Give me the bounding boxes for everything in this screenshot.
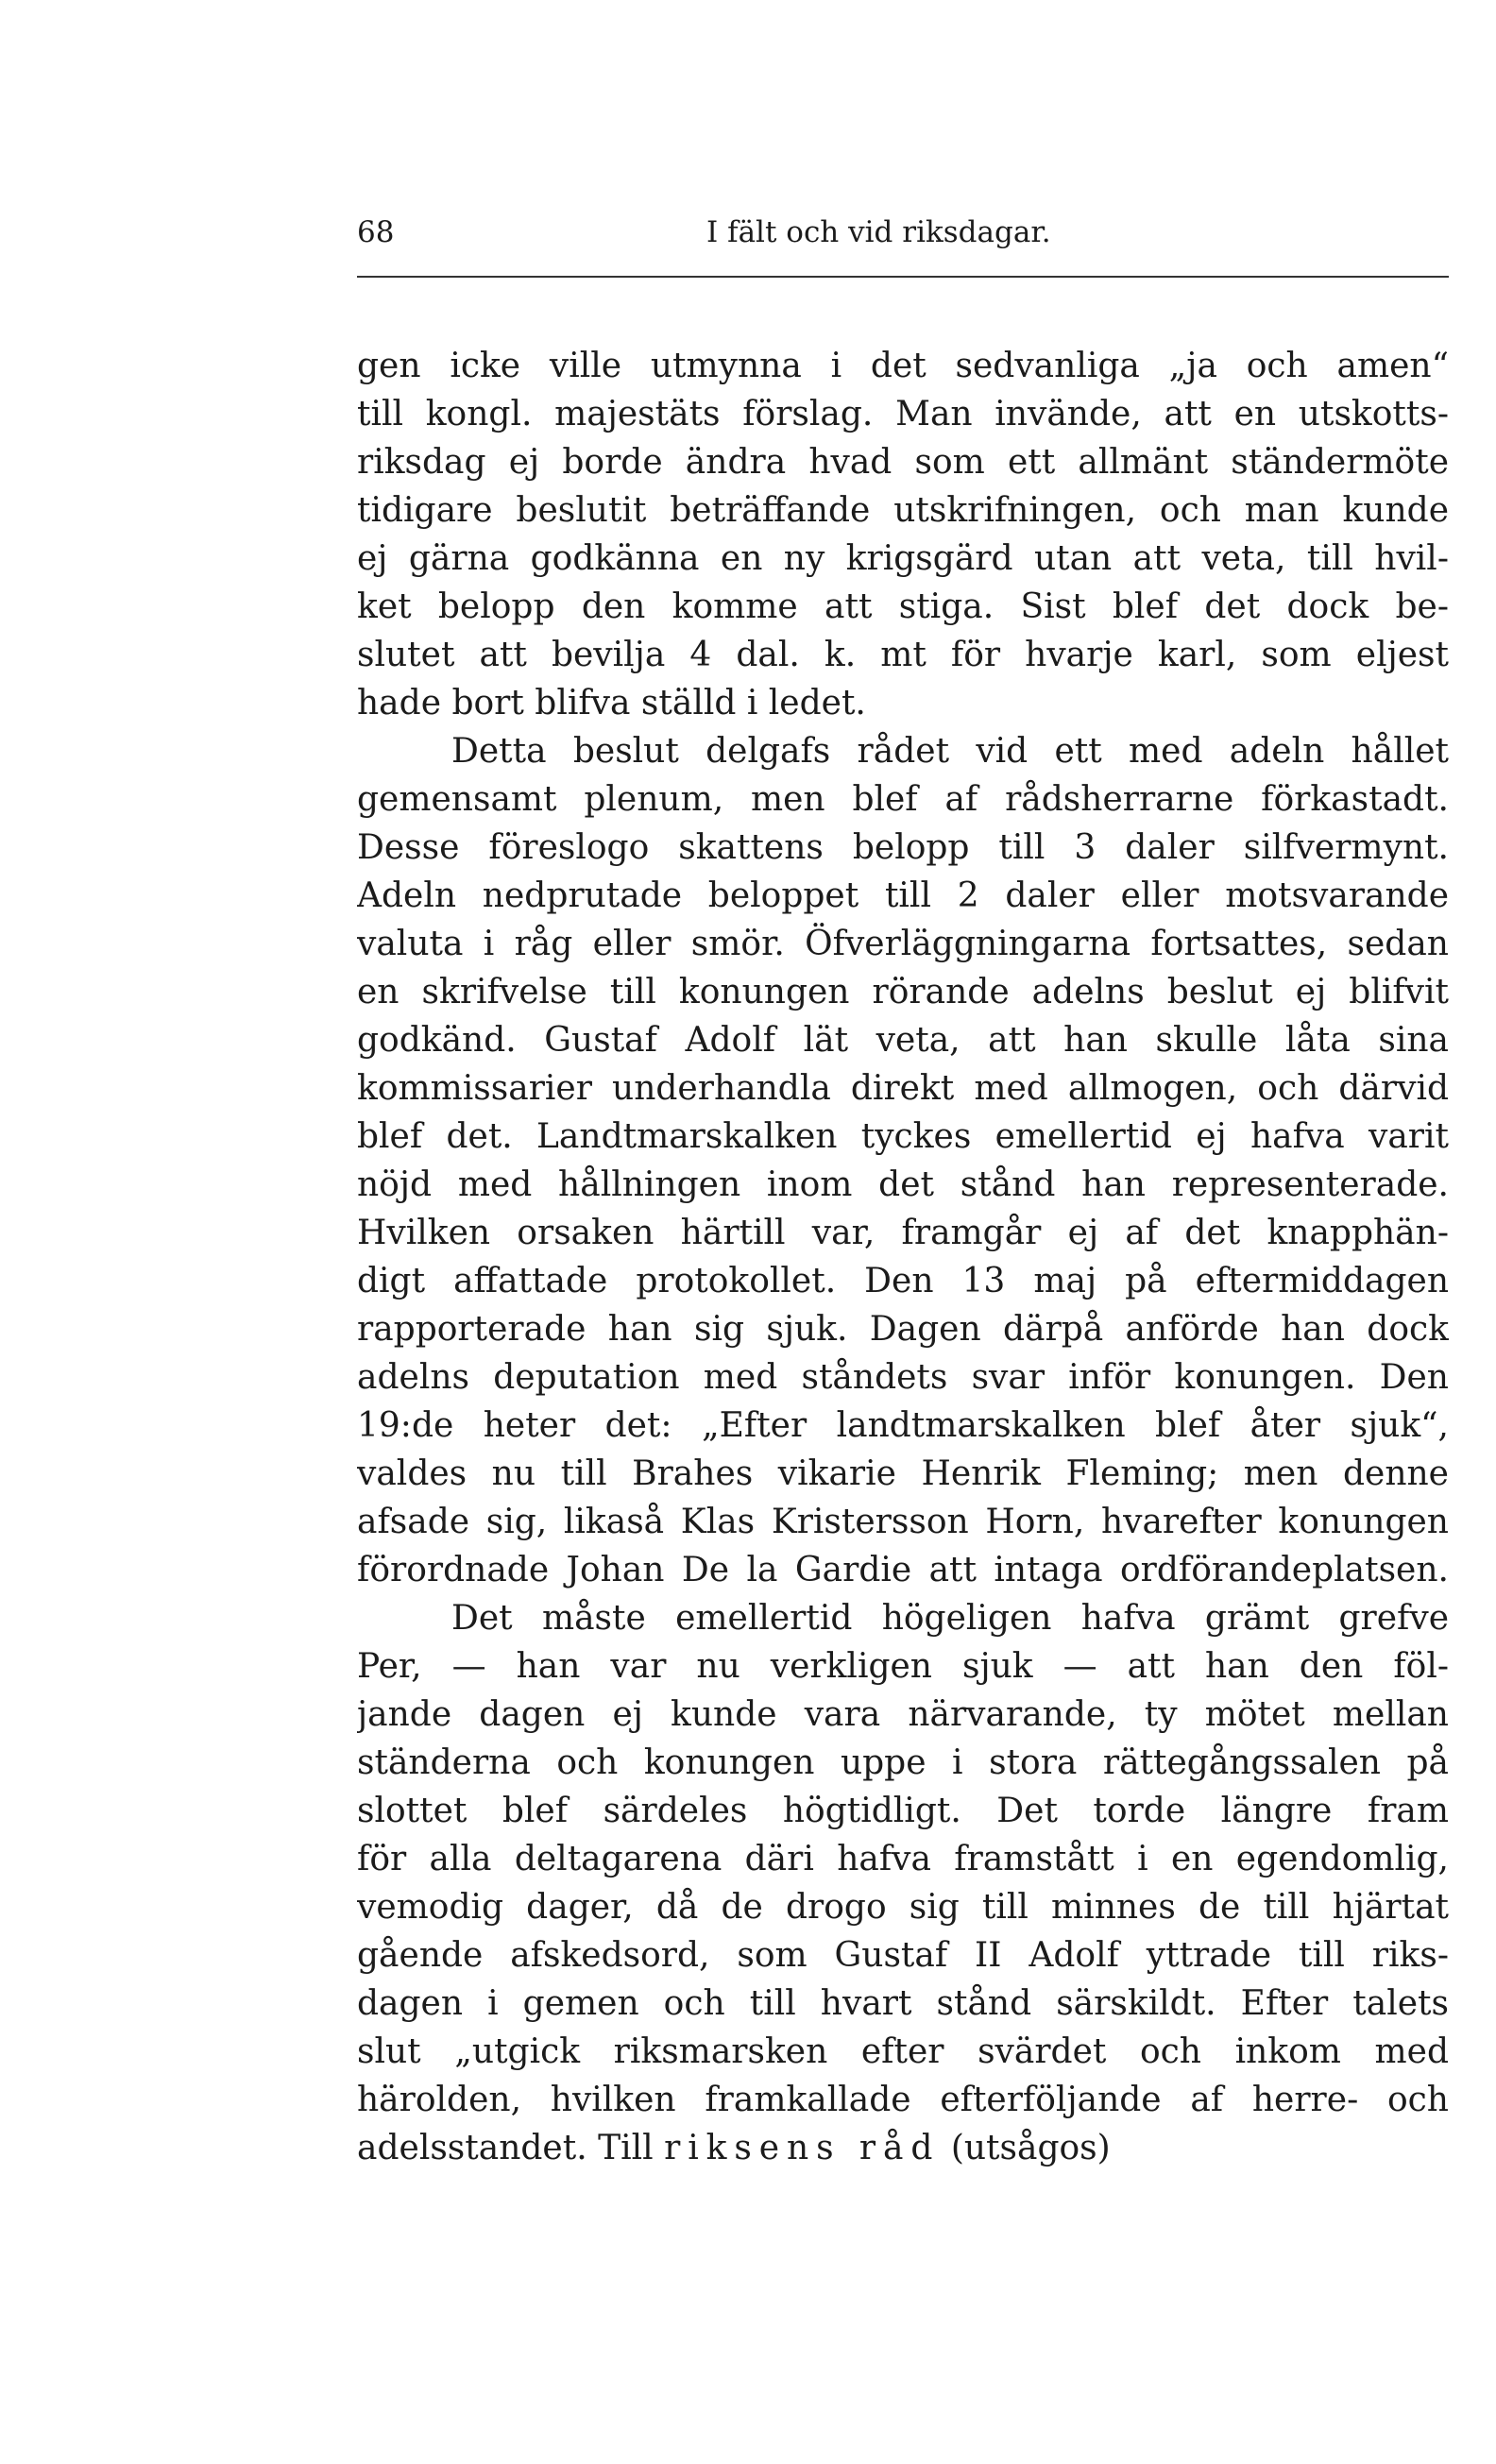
text-line: nöjd med hållningen inom det stånd han representerade. [357,1165,1449,1204]
text-line: Desse föreslogo skattens belopp till 3 daler silfvermynt. [357,828,1449,867]
text-line: riksdag ej borde ändra hvad som ett allmänt ständermöte [357,443,1449,482]
text-line: Per, — han var nu verkligen sjuk — att han den föl- [357,1647,1449,1686]
text-line: slottet blef särdeles högtidligt. Det torde längre fram [357,1792,1449,1830]
text-line: valdes nu till Brahes vikarie Henrik Fleming; men denne [357,1454,1449,1493]
text-line: godkänd. Gustaf Adolf lät veta, att han skulle låta sina [357,1021,1449,1060]
text-line: slutet att bevilja 4 dal. k. mt för hvarje karl, som eljest [357,636,1449,674]
text-line: 19:de heter det: „Efter landtmarskalken blef åter sjuk“, [357,1406,1449,1445]
text-line: jande dagen ej kunde vara närvarande, ty mötet mellan [357,1695,1449,1734]
final-line-start: adelsstandet. Till [357,2129,654,2167]
text-line: ej gärna godkänna en ny krigsgärd utan att veta, till hvil- [357,539,1449,578]
final-line-end: (utsågos) [950,2129,1111,2167]
page-header [357,213,1449,251]
text-line: valuta i råg eller smör. Öfverläggningarna fortsattes, sedan [357,925,1449,963]
text-line: ket belopp den komme att stiga. Sist blef det dock be- [357,587,1449,626]
text-line: för alla deltagarena däri hafva framstått i en egendomlig, [357,1840,1449,1878]
final-line-emphasis: riksens råd [664,2129,941,2167]
text-line: gående afskedsord, som Gustaf II Adolf yttrade till riks- [357,1936,1449,1975]
text-line: Adeln nedprutade beloppet till 2 daler eller motsvarande [357,876,1449,915]
text-line: Hvilken orsaken härtill var, framgår ej af det knapphän- [357,1214,1449,1252]
header-rule [357,276,1449,278]
text-line: dagen i gemen och till hvart stånd särskildt. Efter talets [357,1984,1449,2023]
running-title: I fält och vid riksdagar. [706,215,1051,249]
text-line: gemensamt plenum, men blef af rådsherrarne förkastadt. [357,780,1449,819]
text-line: kommissarier underhandla direkt med allmogen, och därvid [357,1069,1449,1108]
text-line: afsade sig, likaså Klas Kristersson Horn, hvarefter konungen [357,1503,1449,1541]
text-line: en skrifvelse till konungen rörande adelns beslut ej blifvit [357,973,1449,1011]
text-line: till kongl. majestäts förslag. Man invände, att en utskotts- [357,395,1449,433]
text-line: förordnade Johan De la Gardie att intaga ordförandeplatsen. [357,1551,1449,1589]
text-line-final [357,2124,1449,2172]
body-text [357,342,1449,2172]
text-line: blef det. Landtmarskalken tyckes emellertid ej hafva varit [357,1117,1449,1156]
text-line: ständerna och konungen uppe i stora rättegångssalen på [357,1743,1449,1782]
text-line: tidigare beslutit beträffande utskrifningen, och man kunde [357,491,1449,530]
text-line: adelns deputation med ståndets svar inför konungen. Den [357,1358,1449,1397]
text-line: gen icke ville utmynna i det sedvanliga „ja och amen“ [357,347,1449,385]
page-number: 68 [357,215,395,249]
text-line: hade bort blifva ställd i ledet. [357,684,866,722]
text-line: Det måste emellertid högeligen hafva grämt grefve [451,1599,1449,1638]
text-line: slut „utgick riksmarsken efter svärdet och inkom med [357,2032,1449,2071]
text-line: Detta beslut delgafs rådet vid ett med adeln hållet [451,732,1449,771]
text-line: vemodig dager, då de drogo sig till minnes de till hjärtat [357,1888,1449,1927]
text-line: digt affattade protokollet. Den 13 maj på eftermiddagen [357,1262,1449,1300]
text-line: rapporterade han sig sjuk. Dagen därpå anförde han dock [357,1310,1449,1349]
text-line: härolden, hvilken framkallade efterföljande af herre- och [357,2081,1449,2119]
